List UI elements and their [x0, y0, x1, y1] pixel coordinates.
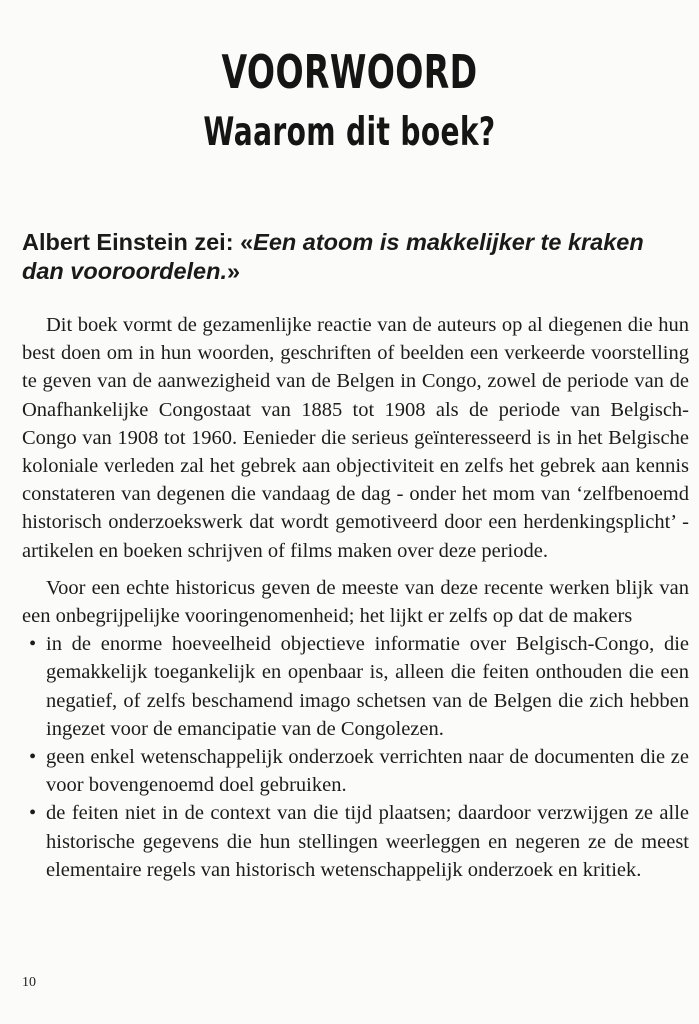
body-text — [22, 311, 689, 884]
bullet-list — [22, 630, 689, 884]
bullet-text: geen enkel wetenschappelijk onderzoek verrichten naar de documenten die ze voor bovengenoemd doel gebruiken. — [46, 746, 689, 797]
list-item — [22, 799, 689, 884]
bullet-mark: • — [29, 746, 37, 769]
list-item — [22, 630, 689, 743]
page-title: VOORWOORD — [221, 45, 478, 99]
quote-open-mark: « — [240, 229, 254, 255]
quote-text: Een atoom is makkelijker te kraken dan vooroordelen. — [22, 229, 644, 284]
paragraph-1: Dit boek vormt de gezamenlijke reactie van de auteurs op al diegenen die hun best doen om in hun woorden, geschriften of beelden een verkeerde voorstelling te geven van de aanwezigheid van de Belgen in Congo, zowel de periode van de Onafhankelijke Congostaat van 1885 tot 1908 als de periode van Belgisch-Congo van 1908 tot 1960. Eenieder die serieus geïnteresseerd is in het Belgische koloniale verleden zal het gebrek aan objectiviteit en zelfs het gebrek aan kennis constateren van degenen die vandaag de dag - onder het mom van ‘zelfbenoemd historisch onderzoekswerk dat wordt gemotiveerd door een herdenkingsplicht’ - artikelen en boeken schrijven of films maken over deze periode. — [22, 314, 689, 562]
einstein-quote — [22, 228, 690, 286]
list-item — [22, 743, 689, 799]
quote-author-intro: Albert Einstein zei: — [22, 229, 241, 255]
bullet-text: de feiten niet in de context van die tijd plaatsen; daardoor verzwijgen ze alle historische gegevens die hun stellingen weerleggen en negeren ze de meest elementaire regels van historisch wetenschappelijk onderzoek en kritiek. — [46, 802, 689, 881]
bullet-text: in de enorme hoeveelheid objectieve informatie over Belgisch-Congo, die gemakkelijk toegankelijk en openbaar is, alleen die feiten onthouden die een negatief, of zelfs beschamend imago schetsen van de Belgen die zich hebben ingezet voor de emancipatie van de Congolezen. — [46, 633, 689, 740]
page-subtitle: Waarom dit boek? — [203, 110, 496, 155]
page-number: 10 — [22, 975, 36, 990]
bullet-mark: • — [29, 633, 37, 656]
quote-close-mark: » — [227, 258, 241, 284]
paragraph-2: Voor een echte historicus geven de meeste van deze recente werken blijk van een onbegrijpelijke vooringenomenheid; het lijkt er zelfs op dat de makers — [22, 576, 689, 628]
bullet-mark: • — [29, 802, 37, 825]
